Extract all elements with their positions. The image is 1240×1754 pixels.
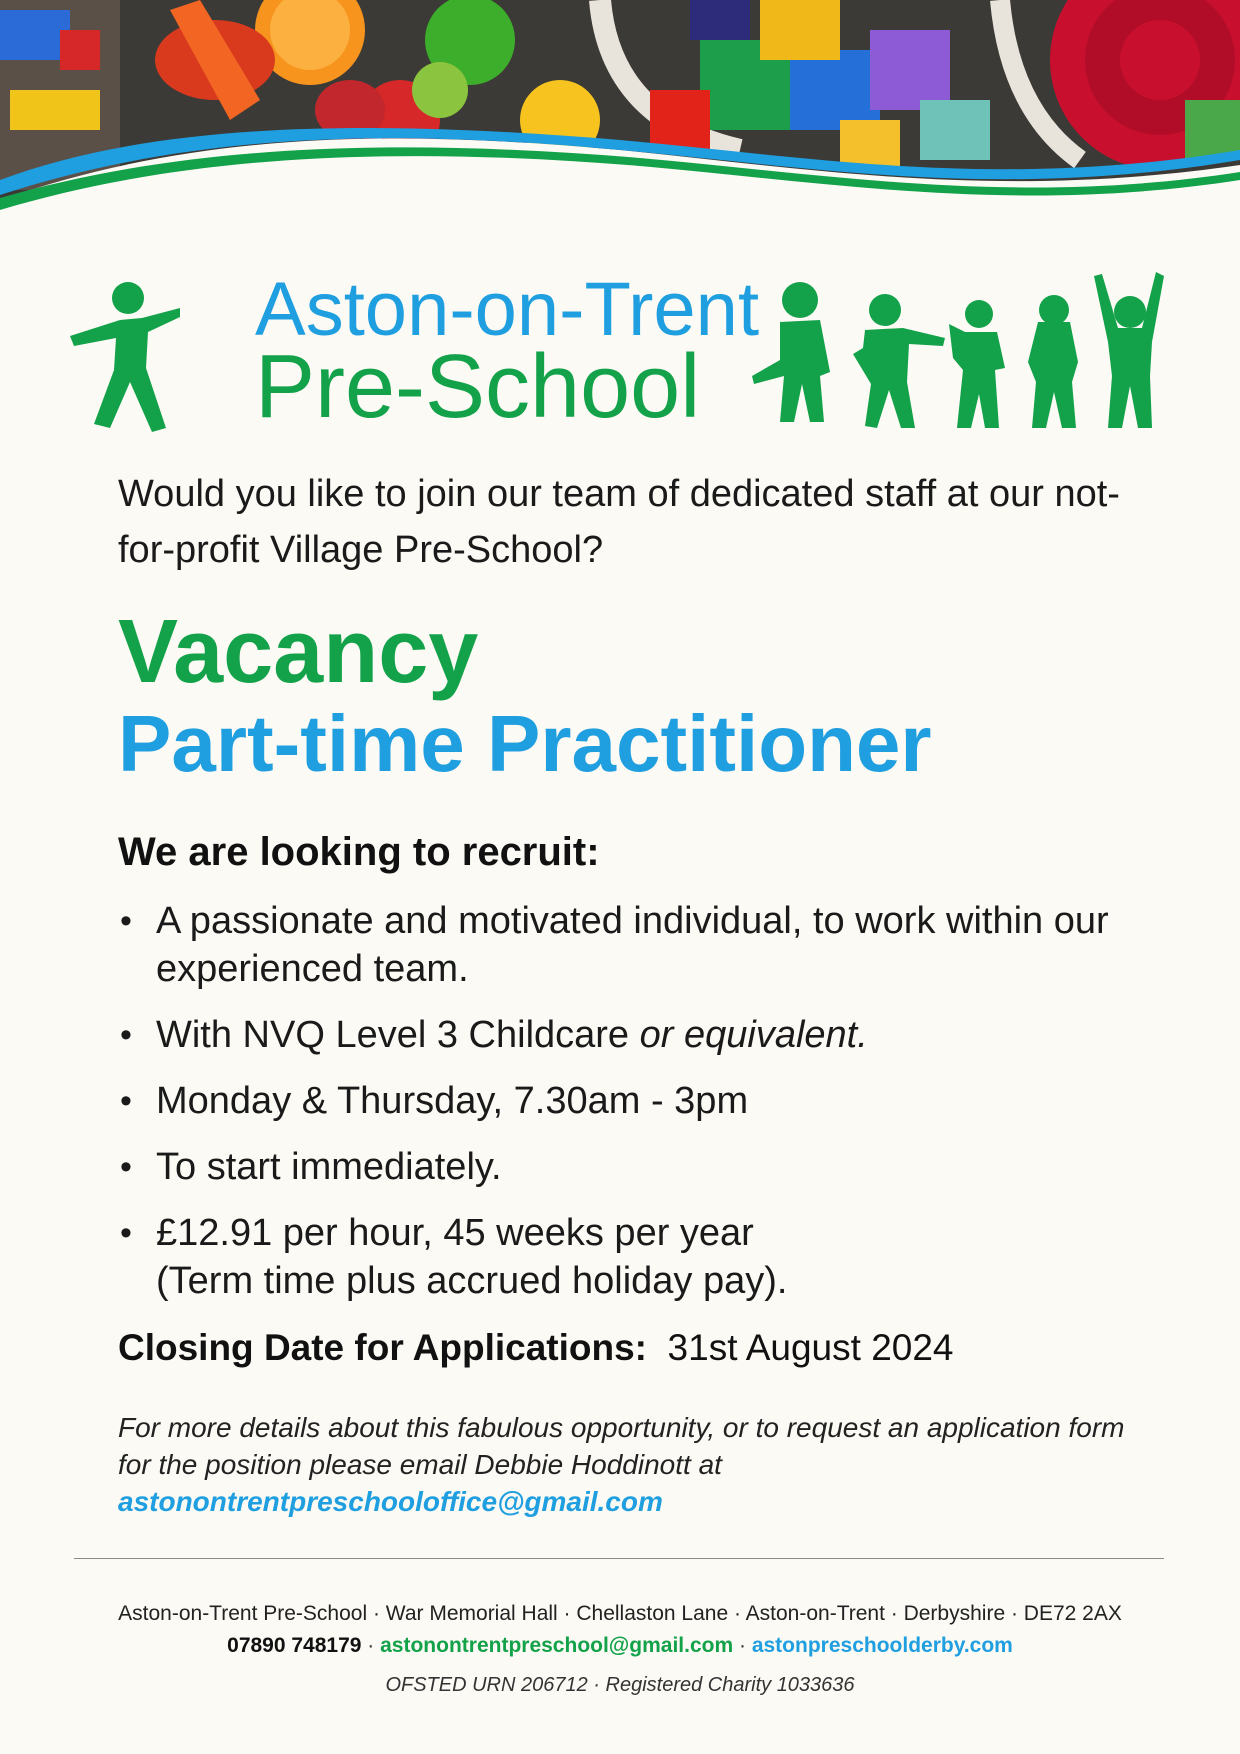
child-silhouette-icon: [1090, 272, 1170, 432]
closing-label: Closing Date for Applications:: [118, 1327, 647, 1368]
footer-contacts: 07890 748179 · astonontrentpreschool@gmail.com · astonpreschoolderby.com: [227, 1634, 1013, 1657]
child-silhouette-icon: [750, 272, 850, 432]
recruit-heading: We are looking to recruit:: [118, 830, 600, 874]
footer-address: Aston-on-Trent Pre-School · War Memorial Hall · Chellaston Lane · Aston-on-Trent · Derbyshire · DE72 2AX: [118, 1602, 1122, 1625]
preschool-logo: [70, 267, 1170, 442]
child-silhouette-icon: [70, 278, 180, 438]
main-content: [118, 466, 1158, 1520]
list-item: • With NVQ Level 3 Childcare or equivalent.: [118, 1011, 1158, 1059]
list-item: • A passionate and motivated individual, to work within our experienced team.: [118, 897, 1158, 993]
toy-banner-photo: [0, 0, 1240, 240]
child-silhouette-icon: [1018, 292, 1088, 432]
child-silhouette-icon: [945, 298, 1015, 432]
vacancy-heading: Vacancy: [118, 602, 479, 702]
list-item: • Monday & Thursday, 7.30am - 3pm: [118, 1077, 1158, 1125]
list-item: • To start immediately.: [118, 1143, 1158, 1191]
footer-website-link[interactable]: astonpreschoolderby.com: [751, 1634, 1013, 1657]
role-heading: Part-time Practitioner: [118, 699, 932, 788]
logo-title-line1: Aston-on-Trent: [255, 267, 760, 352]
intro-text: Would you like to join our team of dedicated staff at our not-for-profit Village Pre-School?: [118, 473, 1120, 571]
list-item: • £12.91 per hour, 45 weeks per year (Term time plus accrued holiday pay).: [118, 1209, 1158, 1305]
closing-date: [118, 1327, 1158, 1369]
closing-date-value: 31st August 2024: [667, 1327, 954, 1368]
footer-phone[interactable]: 07890 748179: [227, 1634, 362, 1657]
requirements-list: [118, 897, 1158, 1305]
contact-email-link[interactable]: astonontrentpreschooloffice@gmail.com: [118, 1486, 663, 1517]
details-text: For more details about this fabulous opportunity, or to request an application form for the position please email Debbie Hoddinott at astonontrentpreschooloffice@gmail.com: [118, 1409, 1158, 1520]
footer: [0, 1602, 1240, 1697]
logo-title-line2: Pre-School: [255, 337, 701, 437]
footer-registration: OFSTED URN 206712 · Registered Charity 1033636: [385, 1674, 855, 1696]
divider: [74, 1558, 1164, 1559]
footer-email-link[interactable]: astonontrentpreschool@gmail.com: [380, 1634, 734, 1657]
child-silhouette-icon: [845, 292, 955, 432]
